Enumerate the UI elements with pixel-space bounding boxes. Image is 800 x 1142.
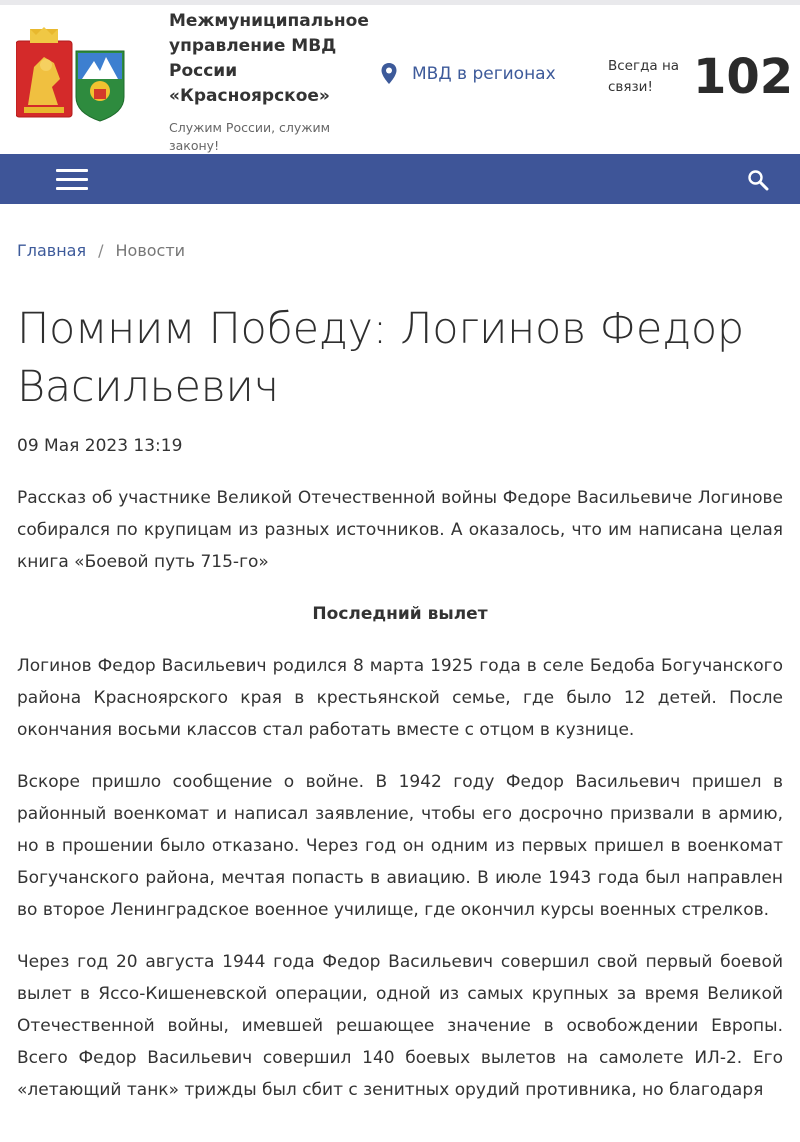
emblems-logo[interactable] [16,27,128,123]
org-info [169,9,369,155]
org-title[interactable]: Межмуниципальное управление МВД России «Красноярское» [169,11,369,106]
article-date: 09 Мая 2023 13:19 [17,436,183,456]
hotline-number[interactable]: 102 [693,49,794,105]
breadcrumb-separator: / [98,241,104,260]
map-pin-icon [380,62,398,86]
article-intro: Рассказ об участнике Великой Отечественной войны Федоре Васильевиче Логинове собирался по крупицам из разных источников. А оказалось, что им написана целая книга «Боевой путь 715-го» [17,488,783,572]
contact-label-text: Всегда на связи! [608,58,680,95]
contact-label [608,56,680,98]
article-paragraph: Через год 20 августа 1944 года Федор Васильевич совершил свой первый боевой вылет в Ясcо-Кишеневской операции, одной из самых крупных за время Великой Отечественной войны, имевшей решающее значение в освобождении Европы. Всего Федор Васильевич совершил 140 боевых вылетов на самолете ИЛ-2. Его «летающий танк» трижды был сбит с зенитных орудий противника, но благодаря [17,952,783,1100]
article-paragraph: Вскоре пришло сообщение о войне. В 1942 году Федор Васильевич пришел в районный военкомат и написал заявление, чтобы его досрочно призвали в армию, но в прошении было отказано. Через год он одним из первых пришел в военкомат Богучанского района, мечтая попасть в авиацию. В июле 1943 года был направлен во второе Ленинградское военное училище, где окончил курсы военных стрелков. [17,772,783,920]
regions-link-label[interactable]: МВД в регионах [412,64,556,84]
hamburger-menu-icon[interactable] [54,166,90,192]
main-navbar [0,154,800,204]
org-slogan: Служим России, служим закону! [169,120,331,153]
site-header [0,5,800,153]
regions-link[interactable] [380,62,556,86]
article-paragraph: Логинов Федор Васильевич родился 8 марта 1925 года в селе Бедоба Богучанского района Красноярского края в крестьянской семье, где было 12 детей. После окончания восьми классов стал работать вместе с отцом в кузнице. [17,656,783,740]
breadcrumb-current: Новости [115,241,186,260]
article-body [17,482,783,1126]
search-icon[interactable] [746,168,770,192]
article-subheading: Последний вылет [312,604,488,624]
breadcrumb-home[interactable]: Главная [17,241,87,260]
article-title: Помним Победу: Логинов Федор Васильевич [17,304,744,412]
breadcrumb [17,241,185,260]
